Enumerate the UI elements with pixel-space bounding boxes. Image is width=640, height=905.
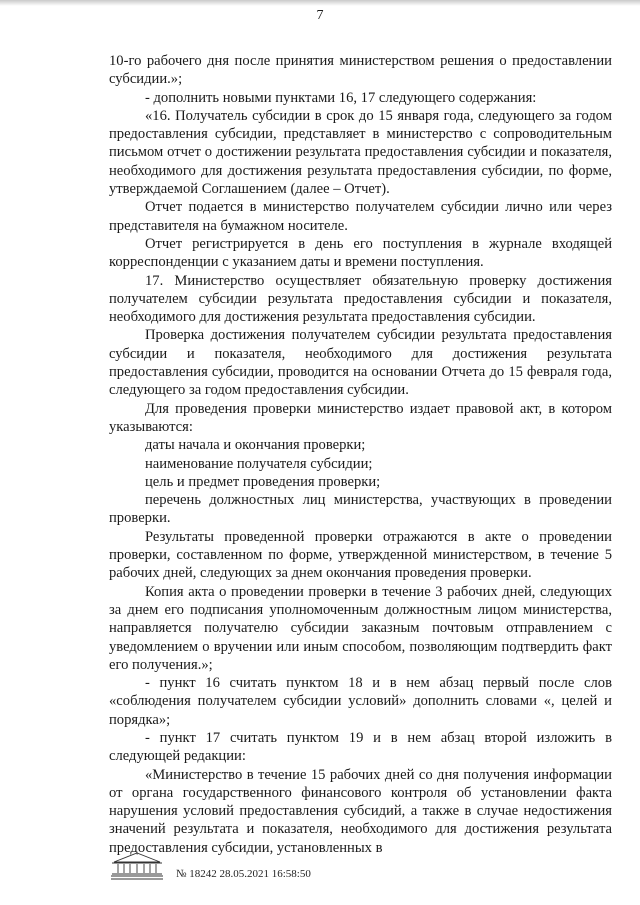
list-item: даты начала и окончания проверки; [145,437,366,454]
paragraph: «16. Получатель субсидии в срок до 15 января года, следующего за годом предоставления субсидии, представляет в министерство с сопроводительным письмом отчет о достижении результата предоставления субсидии и показателя, необходимого для достижения результата предоставления субсидии, по форме, утверждаемой Соглашением (далее – Отчет). [109,107,612,198]
paragraph: Отчет регистрируется в день его поступления в журнале входящей корреспонденции с указанием даты и времени поступления. [109,235,612,271]
paragraph: - пункт 17 считать пунктом 19 и в нем абзац второй изложить в следующей редакции: [109,729,612,765]
paragraph: - пункт 16 считать пунктом 18 и в нем абзац первый после слов «соблюдения получателем субсидии условий» дополнить словами «, целей и порядка»; [109,675,612,728]
paragraph: Отчет подается в министерство получателем субсидии лично или через представителя на бумажном носителе. [109,199,612,234]
paragraph: Копия акта о проведении проверки в течение 3 рабочих дней, следующих за днем его подписания уполномоченным должностным лицом министерства, направляется получателю субсидии заказным почтовым отправлением с уведомлением о вручении или иным способом, позволяющим подтвердить факт его получения.»; [109,583,612,673]
paragraph: Для проведения проверки министерство издает правовой акт, в котором указываются: [109,400,612,435]
paragraph: 17. Министерство осуществляет обязательную проверку достижения получателем субсидии результата предоставления субсидии и показателя, необходимого для достижения результата предоставления субсидии. [109,272,612,326]
document-footer [108,848,408,888]
paragraph: Результаты проведенной проверки отражаются в акте о проведении проверки, составленном по форме, утвержденной министерством, в течение 5 рабочих дней, следующих за днем окончания проведения проверки. [109,528,612,582]
page-number: 7 [316,8,324,23]
registration-number: № 18242 28.05.2021 16:58:50 [176,868,311,880]
page-top-edge [0,0,640,6]
paragraph: - дополнить новыми пунктами 16, 17 следующего содержания: [145,89,537,106]
list-item: наименование получателя субсидии; [145,455,373,472]
government-building-stamp-icon [108,848,166,882]
list-item: перечень должностных лиц министерства, участвующих в проведении проверки. [109,492,612,527]
document-body [109,52,612,857]
list-item: цель и предмет проведения проверки; [145,473,381,490]
paragraph: Проверка достижения получателем субсидии результата предоставления субсидии и показателя, необходимого для достижения результата предоставления субсидии, проводится на основании Отчета до 15 февраля года, следующего за годом предоставления субсидии. [109,327,612,399]
paragraph: «Министерство в течение 15 рабочих дней со дня получения информации от органа государственного финансового контроля об установлении факта нарушения условий предоставления субсидий, а также в случае недостижения значений результата и показателя, необходимого для достижения результата предоставления субсидии, установленных в [109,766,612,856]
paragraph: 10-го рабочего дня после принятия министерством решения о предоставлении субсидии.»; [109,53,612,88]
